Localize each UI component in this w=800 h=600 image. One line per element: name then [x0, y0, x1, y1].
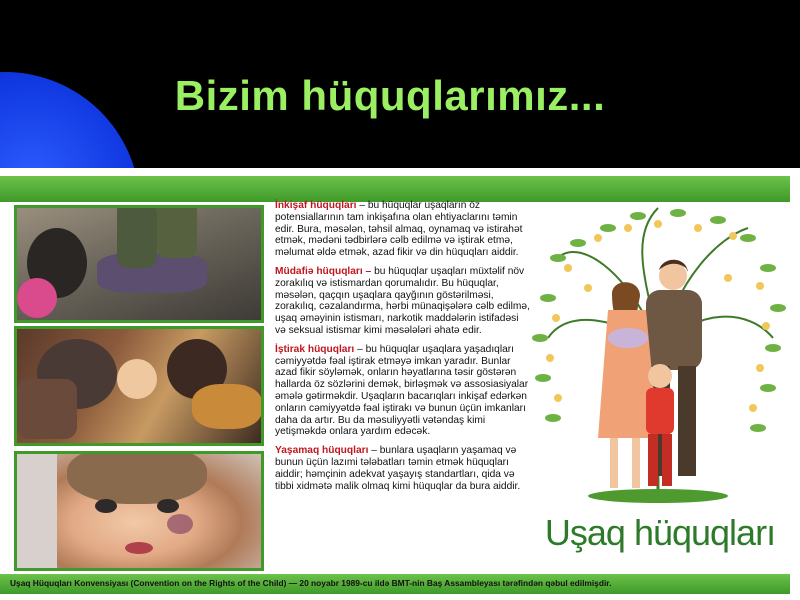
section-body: – bu hüquqlar uşaqlara yaşadıqları cəmiyyətdə fəal iştirak etməyə imkan yaradır. Bunlar azad fikir söyləmək, onların həyatlarına təsir göstərən hallarda öz sözlərini demək, birləşmək və assosiasiyalar əmələ gətirməkdir. Uşaqların bacarıqları inkişaf edərkən onların cəmiyyətdə fəal iştirakı və bunun üçün imkanları daha da artır. Bu da məsuliyyətli vətəndaş kimi yetişməkdə onlara yardım edəcək.	[275, 343, 529, 438]
section-protection	[275, 266, 530, 337]
section-survival	[275, 445, 530, 492]
family-tree-illustration	[528, 198, 790, 508]
bottom-white-strip	[0, 594, 800, 600]
photo-children-room	[14, 326, 264, 446]
section-body: – bu hüquqlar uşaqların öz potensiallarının tam inkişafına olan ehtiyaclarını təmin edir. Bura, məsələn, təhsil almaq, oynamaq və istirahət etmək, mədəni tədbirlərə cəlb edilmə və iştirak etmə, məlumat əldə etmək, azad fikir və din hüquqları aiddir.	[275, 200, 523, 259]
section-body: – bunlara uşaqların yaşamaq və bunun üçün lazımi tələbatları təmin etmək hüquqları aiddir; həmçinin adekvat yaşayış standartları, qida və tibbi xidmətə malik olmaq kimi hüquqlar da bura aiddir.	[275, 445, 521, 492]
section-heading: İnkişaf hüquqları	[275, 200, 357, 211]
section-heading: İştirak hüquqları	[275, 343, 355, 355]
top-white-strip	[0, 168, 800, 176]
slide-title: Bizim hüquqlarımız...	[174, 72, 606, 119]
section-body: bu hüquqlar uşaqları müxtəlif növ zorakılıq və istismardan qorumalıdır. Bu hüquqlar, məsələn, qaçqın uşaqlara qayğının göstərilməsi, zorakılıq, cəzalandırma, hərbi münaqişələrə cəlb edilmə, uşaq əməyinin istismarı, narkotik maddələrin istifadəsi və seksual istismar kimi məsələləri əhatə edir.	[275, 265, 530, 336]
footer-caption: Uşaq Hüquqları Konvensiyası (Convention on the Rights of the Child) — 20 noyabr 1989-cu ildə BMT-nin Baş Assambleyası tərəfindən qəbul edilmişdir.	[10, 578, 612, 588]
logo-text: Uşaq hüquqları	[544, 512, 776, 553]
title-band	[0, 0, 800, 168]
section-development	[275, 200, 530, 259]
section-heading: Müdafiə hüquqları –	[275, 265, 372, 277]
rights-text-column	[275, 200, 530, 499]
photo-soldiers-children	[14, 205, 264, 323]
section-participation	[275, 344, 530, 438]
photo-injured-child	[14, 451, 264, 571]
section-heading: Yaşamaq hüquqları	[275, 445, 369, 457]
